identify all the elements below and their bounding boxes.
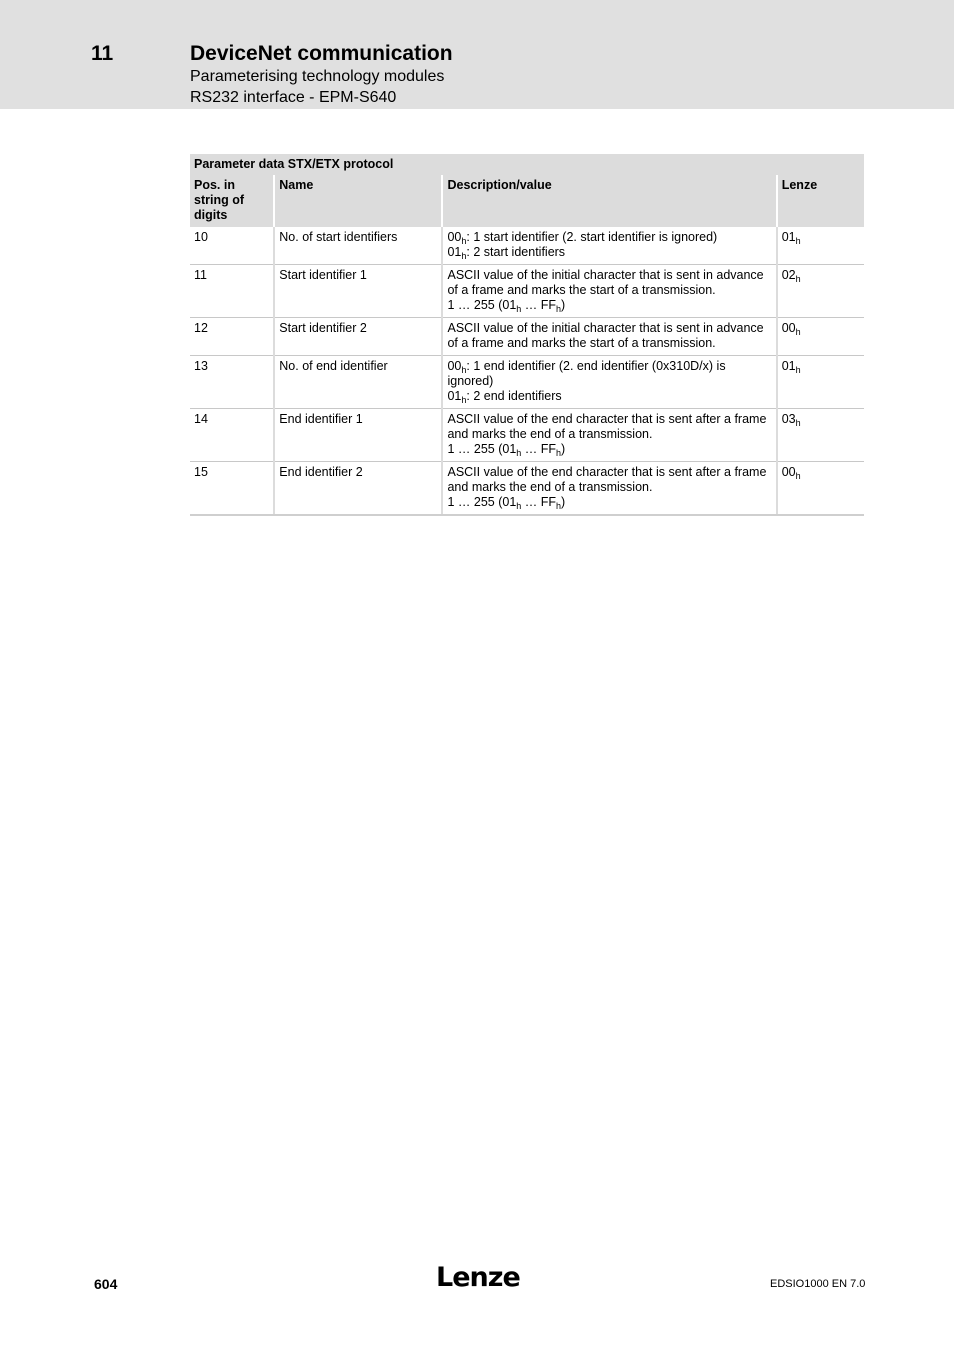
description-line [447, 298, 772, 313]
column-header-description: Description/value [442, 175, 776, 227]
hex-subscript: h [461, 251, 467, 261]
description-text: : 2 end identifiers [466, 389, 562, 403]
description-line [447, 230, 772, 245]
cell-description [442, 409, 776, 462]
chapter-number: 11 [91, 42, 114, 65]
cell-lenze [777, 462, 864, 516]
cell-description [442, 462, 776, 516]
hex-subscript: h [516, 448, 522, 458]
cell-name: End identifier 1 [274, 409, 442, 462]
cell-pos: 14 [190, 409, 274, 462]
lenze-value: 01 [781, 359, 796, 373]
cell-lenze [777, 265, 864, 318]
page-number: 604 [94, 1276, 118, 1292]
cell-name: Start identifier 1 [274, 265, 442, 318]
cell-pos: 11 [190, 265, 274, 318]
description-text: : 2 start identifiers [466, 245, 566, 259]
lenze-value: 00 [781, 465, 796, 479]
column-header-name: Name [274, 175, 442, 227]
hex-subscript: h [795, 274, 801, 284]
hex-subscript: h [556, 501, 562, 511]
cell-name: No. of start identifiers [274, 227, 442, 265]
description-text: 1 … 255 (01 [447, 298, 517, 312]
table-row [190, 462, 864, 516]
description-text: … FF [521, 298, 557, 312]
table-row [190, 356, 864, 409]
hex-subscript: h [795, 327, 801, 337]
description-text: ASCII value of the end character that is sent after a frame and marks the end of a transmission. [447, 465, 767, 494]
table-caption: Parameter data STX/ETX protocol [190, 154, 864, 175]
hex-value: 00 [447, 359, 462, 373]
description-line [447, 495, 772, 510]
table-row [190, 227, 864, 265]
header-band [0, 0, 954, 109]
cell-lenze [777, 356, 864, 409]
cell-lenze [777, 227, 864, 265]
description-text: ) [561, 442, 566, 456]
hex-subscript: h [516, 304, 522, 314]
table-row [190, 409, 864, 462]
hex-subscript: h [556, 304, 562, 314]
hex-subscript: h [795, 418, 801, 428]
cell-description [442, 227, 776, 265]
cell-pos: 15 [190, 462, 274, 516]
hex-subscript: h [461, 236, 467, 246]
hex-subscript: h [795, 471, 801, 481]
lenze-value: 03 [781, 412, 796, 426]
parameter-table [190, 154, 864, 516]
cell-description [442, 318, 776, 356]
description-text: 1 … 255 (01 [447, 442, 517, 456]
cell-pos: 10 [190, 227, 274, 265]
hex-subscript: h [461, 395, 467, 405]
subsection-subtitle: RS232 interface - EPM-S640 [190, 89, 397, 106]
description-text: : 1 end identifier (2. end identifier (0x310D/x) is ignored) [447, 359, 726, 388]
hex-subscript: h [795, 236, 801, 246]
description-line [447, 389, 772, 404]
cell-lenze [777, 409, 864, 462]
description-line [447, 442, 772, 457]
description-text: ) [561, 495, 566, 509]
cell-lenze [777, 318, 864, 356]
hex-value: 01 [447, 389, 462, 403]
description-text: 1 … 255 (01 [447, 495, 517, 509]
hex-subscript: h [461, 365, 467, 375]
description-text: ASCII value of the initial character that is sent in advance of a frame and marks the start of a transmission. [447, 268, 764, 297]
hex-value: 00 [447, 230, 462, 244]
chapter-title: DeviceNet communication [190, 42, 453, 65]
description-line [447, 412, 772, 442]
description-text: … FF [521, 495, 557, 509]
description-line [447, 268, 772, 298]
hex-subscript: h [795, 365, 801, 375]
cell-name: End identifier 2 [274, 462, 442, 516]
description-text: ASCII value of the initial character that is sent in advance of a frame and marks the start of a transmission. [447, 321, 764, 350]
cell-pos: 13 [190, 356, 274, 409]
description-text: ) [561, 298, 566, 312]
lenze-value: 00 [781, 321, 796, 335]
lenze-value: 01 [781, 230, 796, 244]
hex-subscript: h [516, 501, 522, 511]
description-line [447, 359, 772, 389]
table-row [190, 318, 864, 356]
cell-name: Start identifier 2 [274, 318, 442, 356]
column-header-lenze: Lenze [777, 175, 864, 227]
description-text: ASCII value of the end character that is sent after a frame and marks the end of a transmission. [447, 412, 767, 441]
description-line [447, 321, 772, 351]
table-body [190, 227, 864, 515]
document-id: EDSIO1000 EN 7.0 [770, 1278, 866, 1290]
cell-name: No. of end identifier [274, 356, 442, 409]
cell-description [442, 265, 776, 318]
hex-value: 01 [447, 245, 462, 259]
table-row [190, 265, 864, 318]
description-line [447, 465, 772, 495]
description-line [447, 245, 772, 260]
cell-pos: 12 [190, 318, 274, 356]
section-subtitle: Parameterising technology modules [190, 68, 445, 85]
hex-subscript: h [556, 448, 562, 458]
lenze-value: 02 [781, 268, 796, 282]
description-text: … FF [521, 442, 557, 456]
cell-description [442, 356, 776, 409]
lenze-logo: Lenze [436, 1262, 520, 1293]
description-text: : 1 start identifier (2. start identifier is ignored) [466, 230, 718, 244]
column-header-pos: Pos. in string of digits [190, 175, 274, 227]
